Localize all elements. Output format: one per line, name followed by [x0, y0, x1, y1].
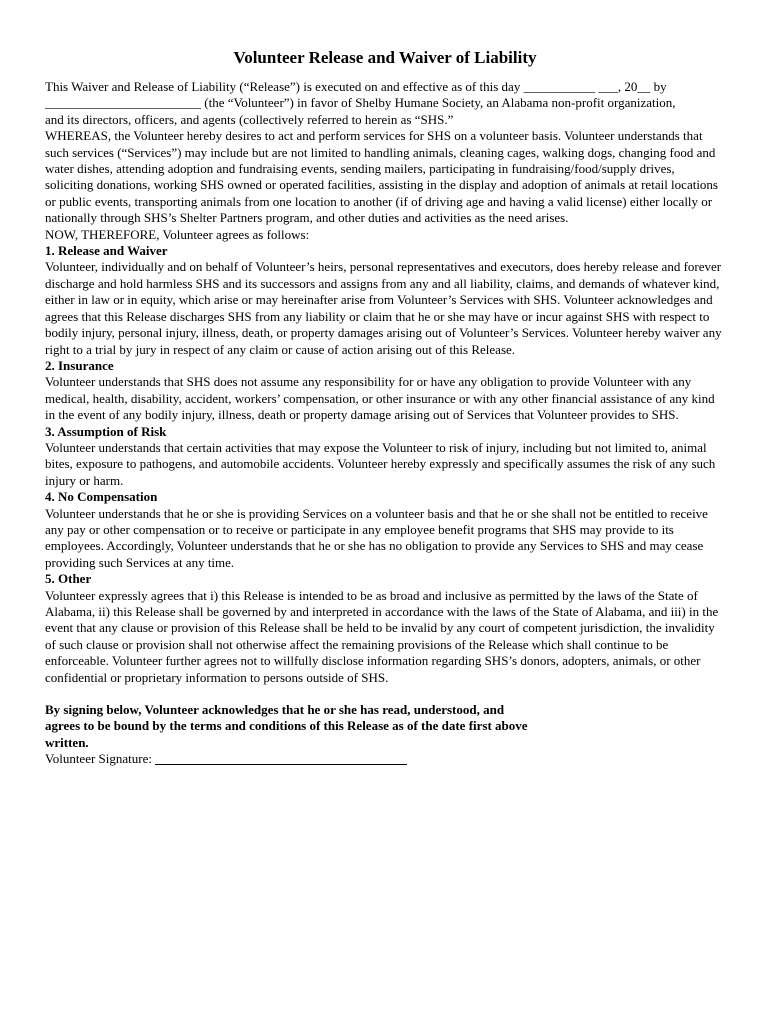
acknowledgment-paragraph: By signing below, Volunteer acknowledges that he or she has read, understood, and agrees to be bound by the terms and conditions of this Release as of the date first above written. — [45, 702, 528, 750]
section-heading-other: 5. Other — [45, 571, 92, 587]
whereas-paragraph: WHEREAS, the Volunteer hereby desires to act and perform services for SHS on a volunteer basis. Volunteer understands that such services (“Services”) may include but are not limited to handling animals, cleaning cages, walking dogs, changing food and water dishes, attending adoption and fundraising events, sending mailers, participating in fundraising/food/supply drives, soliciting donations, working SHS owned or operated facilities, assisting in the display and adoption of animals at retail locations or public events, transporting animals from one location to another (if of driving age and having a valid license) either locally or nationally through SHS’s Shelter Partners program, and other duties and activities as the need arises. — [45, 128, 718, 226]
intro-line-1: This Waiver and Release of Liability (“Release”) is executed on and effective as of this day ___________ ___, 20__ by — [45, 79, 667, 94]
now-therefore-line: NOW, THEREFORE, Volunteer agrees as follows: — [45, 226, 310, 242]
intro-line-2: ________________________ (the “Volunteer”) in favor of Shelby Humane Society, an Alabama non-profit organization, — [45, 95, 676, 111]
section-text-no-compensation: Volunteer understands that he or she is providing Services on a volunteer basis and that he or she shall not be entitled to receive any pay or other compensation or to receive or participate in any employee benefit programs that SHS may provide to its employees. Accordingly, Volunteer understands that he or she has no obligation to provide any Services to SHS and may cease providing such Services at any time. — [45, 505, 708, 570]
section-heading-insurance: 2. Insurance — [45, 357, 114, 373]
signature-row — [45, 751, 725, 767]
section-text-other: Volunteer expressly agrees that i) this Release is intended to be as broad and inclusive as permitted by the laws of the State of Alabama, ii) this Release shall be governed by and interpreted in accordance with the laws of the State of Alabama, and iii) in the event that any clause or provision of this Release shall be held to be invalid by any court of competent jurisdiction, the invalidity of such clause or provision shall not otherwise affect the remaining provisions of the Release which shall continue to be enforceable. Volunteer further agrees not to willfully disclose information regarding SHS’s donors, adopters, animals, or other confidential or proprietary information to persons outside of SHS. — [45, 587, 719, 685]
section-text-release: Volunteer, individually and on behalf of Volunteer’s heirs, personal representatives and executors, does hereby release and forever discharge and hold harmless SHS and its successors and assigns from any and all liability, claims, and demands of whatever kind, either in law or in equity, which arise or may hereinafter arise from Volunteer’s Services with SHS. Volunteer acknowledges and agrees that this Release discharges SHS from any liability or claim that he or she may have or incur against SHS with respect to bodily injury, personal injury, illness, death, or property damages arising out of Volunteer’s Services. Volunteer hereby waiver any right to a trial by jury in respect of any claim or cause of action arising out of this Release. — [45, 259, 722, 357]
document-body — [45, 79, 725, 768]
section-text-assumption-of-risk: Volunteer understands that certain activities that may expose the Volunteer to risk of injury, including but not limited to, animal bites, exposure to pathogens, and automobile accidents. Volunteer hereby expressly and specifically assumes the risk of any such injury or harm. — [45, 439, 716, 488]
section-heading-no-compensation: 4. No Compensation — [45, 489, 158, 505]
section-text-insurance: Volunteer understands that SHS does not assume any responsibility for or have any obligation to provide Volunteer with any medical, health, disability, accident, workers’ compensation, or other insurance or with any other financial assistance of any kind in the event of any bodily injury, illness, death or property damage arising out of Services that Volunteer provides to SHS. — [45, 374, 715, 423]
signature-line[interactable] — [155, 751, 407, 765]
spacer — [45, 686, 725, 702]
intro-line-3: and its directors, officers, and agents (collectively referred to herein as “SHS.” — [45, 111, 454, 127]
section-heading-assumption-of-risk: 3. Assumption of Risk — [45, 423, 167, 439]
section-heading-release: 1. Release and Waiver — [45, 243, 168, 259]
signature-label: Volunteer Signature: — [45, 751, 152, 767]
document-title: Volunteer Release and Waiver of Liability — [233, 48, 537, 67]
